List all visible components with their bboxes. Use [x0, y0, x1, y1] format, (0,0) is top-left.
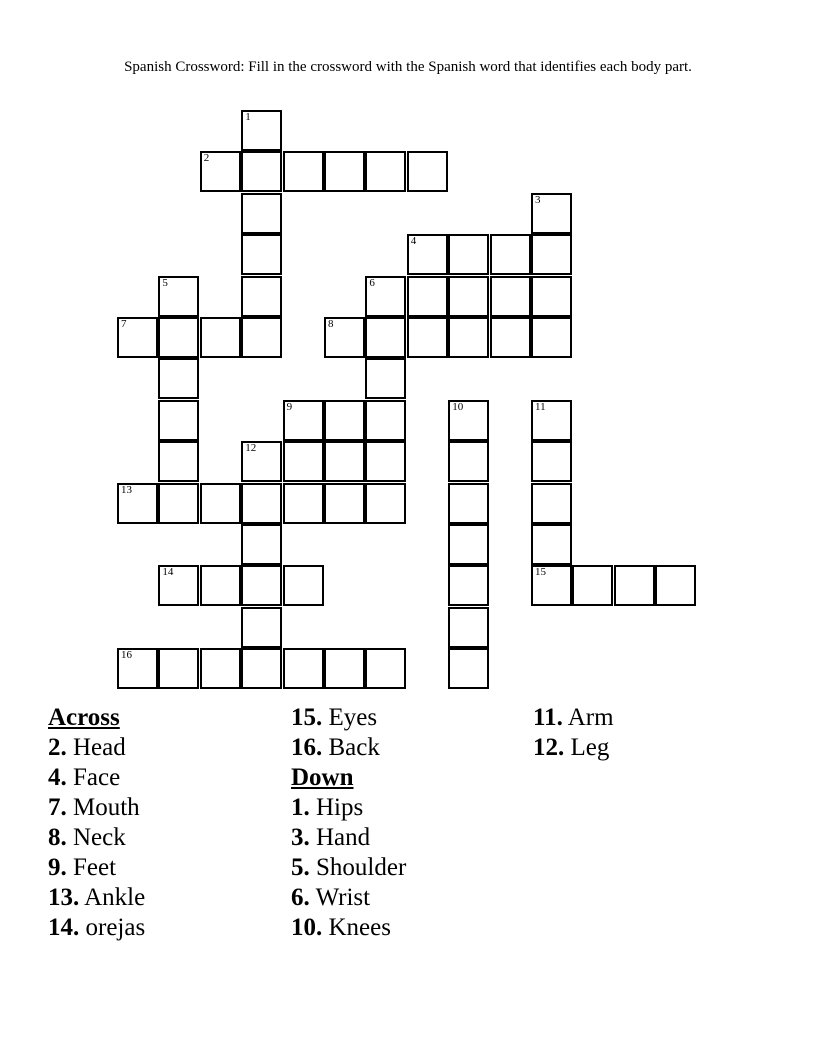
grid-cell[interactable] — [158, 441, 199, 482]
grid-cell[interactable] — [117, 317, 158, 358]
clue-text: Hand — [316, 824, 371, 851]
across-clue-9 — [48, 853, 145, 883]
grid-cell[interactable] — [531, 483, 572, 524]
grid-cell[interactable] — [283, 565, 324, 606]
grid-number: 1 — [245, 111, 251, 123]
down-clue-6 — [291, 883, 406, 913]
grid-number: 2 — [203, 152, 210, 165]
grid-number: 9 — [286, 400, 293, 413]
grid-cell[interactable] — [490, 276, 531, 317]
clue-text: Leg — [570, 734, 610, 761]
clue-number: 15. — [291, 704, 323, 731]
clue-text: Shoulder — [316, 854, 407, 881]
clue-number: 2. — [48, 734, 67, 761]
clue-number: 8. — [48, 824, 67, 851]
grid-cell[interactable] — [241, 524, 282, 565]
grid-cell[interactable] — [324, 317, 365, 358]
grid-number: 7 — [121, 318, 127, 330]
page-title: Spanish Crossword: Fill in the crossword with the Spanish word that identifies each body part. — [124, 59, 692, 75]
grid-cell[interactable] — [365, 648, 406, 689]
grid-cell[interactable] — [200, 151, 241, 192]
grid-cell[interactable] — [117, 483, 158, 524]
grid-cell[interactable] — [448, 441, 489, 482]
grid-cell[interactable] — [490, 317, 531, 358]
grid-cell[interactable] — [158, 317, 199, 358]
grid-cell[interactable] — [158, 358, 199, 399]
clue-text: Mouth — [73, 794, 140, 821]
grid-cell[interactable] — [365, 441, 406, 482]
clue-number: 12. — [533, 734, 565, 761]
grid-number: 6 — [369, 276, 375, 289]
grid-cell[interactable] — [407, 317, 448, 358]
clue-text: Back — [328, 734, 380, 761]
clue-text: Knees — [328, 914, 391, 941]
clues-column-3 — [533, 703, 614, 763]
clue-number: 7. — [48, 794, 67, 821]
grid-cell[interactable] — [531, 317, 572, 358]
clue-number: 9. — [48, 854, 67, 881]
grid-cell[interactable] — [531, 565, 572, 606]
grid-cell[interactable] — [283, 151, 324, 192]
grid-cell[interactable] — [448, 565, 489, 606]
grid-cell[interactable] — [200, 565, 241, 606]
grid-cell[interactable] — [448, 648, 489, 689]
grid-cell[interactable] — [407, 276, 448, 317]
clues-column-1 — [48, 703, 145, 943]
grid-number: 3 — [535, 193, 541, 206]
grid-cell[interactable] — [158, 483, 199, 524]
grid-cell[interactable] — [655, 565, 696, 606]
grid-cell[interactable] — [531, 400, 572, 441]
clue-number: 4. — [48, 764, 67, 791]
across-clue-16 — [291, 733, 406, 763]
grid-number: 10 — [452, 400, 464, 413]
clue-number: 11. — [533, 704, 563, 731]
grid-number: 16 — [121, 649, 132, 662]
grid-cell[interactable] — [448, 234, 489, 275]
grid-number: 5 — [162, 276, 168, 289]
grid-number: 13 — [121, 483, 132, 496]
grid-cell[interactable] — [365, 483, 406, 524]
across-clue-4 — [48, 763, 145, 793]
across-clue-15 — [291, 703, 406, 733]
clue-number: 16. — [291, 734, 323, 761]
grid-cell[interactable] — [158, 276, 199, 317]
grid-cell[interactable] — [365, 358, 406, 399]
grid-cell[interactable] — [448, 317, 489, 358]
grid-cell[interactable] — [241, 110, 282, 151]
grid-cell[interactable] — [365, 276, 406, 317]
grid-cell[interactable] — [241, 234, 282, 275]
clue-text: Head — [73, 734, 126, 761]
grid-number: 12 — [245, 442, 257, 455]
across-clue-13 — [48, 883, 145, 913]
grid-cell[interactable] — [283, 441, 324, 482]
grid-cell[interactable] — [324, 400, 365, 441]
grid-cell[interactable] — [531, 276, 572, 317]
grid-number: 8 — [328, 318, 334, 330]
down-clue-3 — [291, 823, 406, 853]
grid-cell[interactable] — [324, 648, 365, 689]
grid-number: 14 — [162, 566, 174, 579]
grid-cell[interactable] — [490, 234, 531, 275]
grid-cell[interactable] — [448, 607, 489, 648]
grid-cell[interactable] — [241, 151, 282, 192]
clue-text: Face — [73, 764, 121, 791]
clue-text: Eyes — [328, 704, 378, 731]
down-clue-11 — [533, 703, 614, 733]
grid-cell[interactable] — [614, 565, 655, 606]
grid-cell[interactable] — [200, 648, 241, 689]
clue-text: Feet — [73, 854, 117, 881]
grid-cell[interactable] — [324, 483, 365, 524]
across-clue-14 — [48, 913, 145, 943]
grid-cell[interactable] — [158, 648, 199, 689]
grid-cell[interactable] — [241, 441, 282, 482]
grid-cell[interactable] — [200, 483, 241, 524]
grid-cell[interactable] — [283, 648, 324, 689]
grid-cell[interactable] — [407, 234, 448, 275]
down-clue-1 — [291, 793, 406, 823]
clue-text: Ankle — [84, 884, 146, 911]
grid-cell[interactable] — [241, 648, 282, 689]
clue-text: Arm — [567, 704, 614, 731]
across-heading: Across — [48, 704, 120, 731]
clue-text: Hips — [316, 794, 364, 821]
grid-cell[interactable] — [531, 441, 572, 482]
grid-cell[interactable] — [448, 524, 489, 565]
clues-column-2 — [291, 703, 406, 943]
grid-cell[interactable] — [365, 400, 406, 441]
grid-cell[interactable] — [531, 524, 572, 565]
down-clue-5 — [291, 853, 406, 883]
grid-cell[interactable] — [365, 151, 406, 192]
grid-cell[interactable] — [241, 276, 282, 317]
grid-cell[interactable] — [200, 317, 241, 358]
across-clue-7 — [48, 793, 145, 823]
clue-number: 6. — [291, 884, 310, 911]
grid-number: 15 — [535, 566, 546, 579]
grid-cell[interactable] — [117, 648, 158, 689]
grid-cell[interactable] — [531, 193, 572, 234]
grid-cell[interactable] — [572, 565, 613, 606]
grid-cell[interactable] — [241, 607, 282, 648]
across-clue-8 — [48, 823, 145, 853]
grid-number: 11 — [535, 400, 546, 413]
grid-cell[interactable] — [448, 276, 489, 317]
grid-cell[interactable] — [241, 483, 282, 524]
clue-text: orejas — [85, 914, 146, 941]
clue-number: 14. — [48, 914, 80, 941]
grid-cell[interactable] — [158, 565, 199, 606]
grid-number: 4 — [410, 235, 417, 248]
clue-text: Wrist — [315, 884, 371, 911]
clue-number: 1. — [291, 794, 310, 821]
down-clue-10 — [291, 913, 406, 943]
grid-cell[interactable] — [448, 400, 489, 441]
grid-cell[interactable] — [324, 441, 365, 482]
grid-cell[interactable] — [241, 565, 282, 606]
grid-cell[interactable] — [283, 483, 324, 524]
clue-text: Neck — [73, 824, 126, 851]
down-clue-12 — [533, 733, 614, 763]
grid-cell[interactable] — [324, 151, 365, 192]
grid-cell[interactable] — [283, 400, 324, 441]
clue-number: 10. — [291, 914, 323, 941]
grid-cell[interactable] — [241, 193, 282, 234]
clue-number: 5. — [291, 854, 310, 881]
down-heading: Down — [291, 764, 354, 791]
grid-cell[interactable] — [158, 400, 199, 441]
clue-number: 13. — [48, 884, 80, 911]
grid-cell[interactable] — [407, 151, 448, 192]
grid-cell[interactable] — [448, 483, 489, 524]
clue-number: 3. — [291, 824, 310, 851]
grid-cell[interactable] — [531, 234, 572, 275]
grid-cell[interactable] — [241, 317, 282, 358]
grid-cell[interactable] — [365, 317, 406, 358]
across-clue-2 — [48, 733, 145, 763]
